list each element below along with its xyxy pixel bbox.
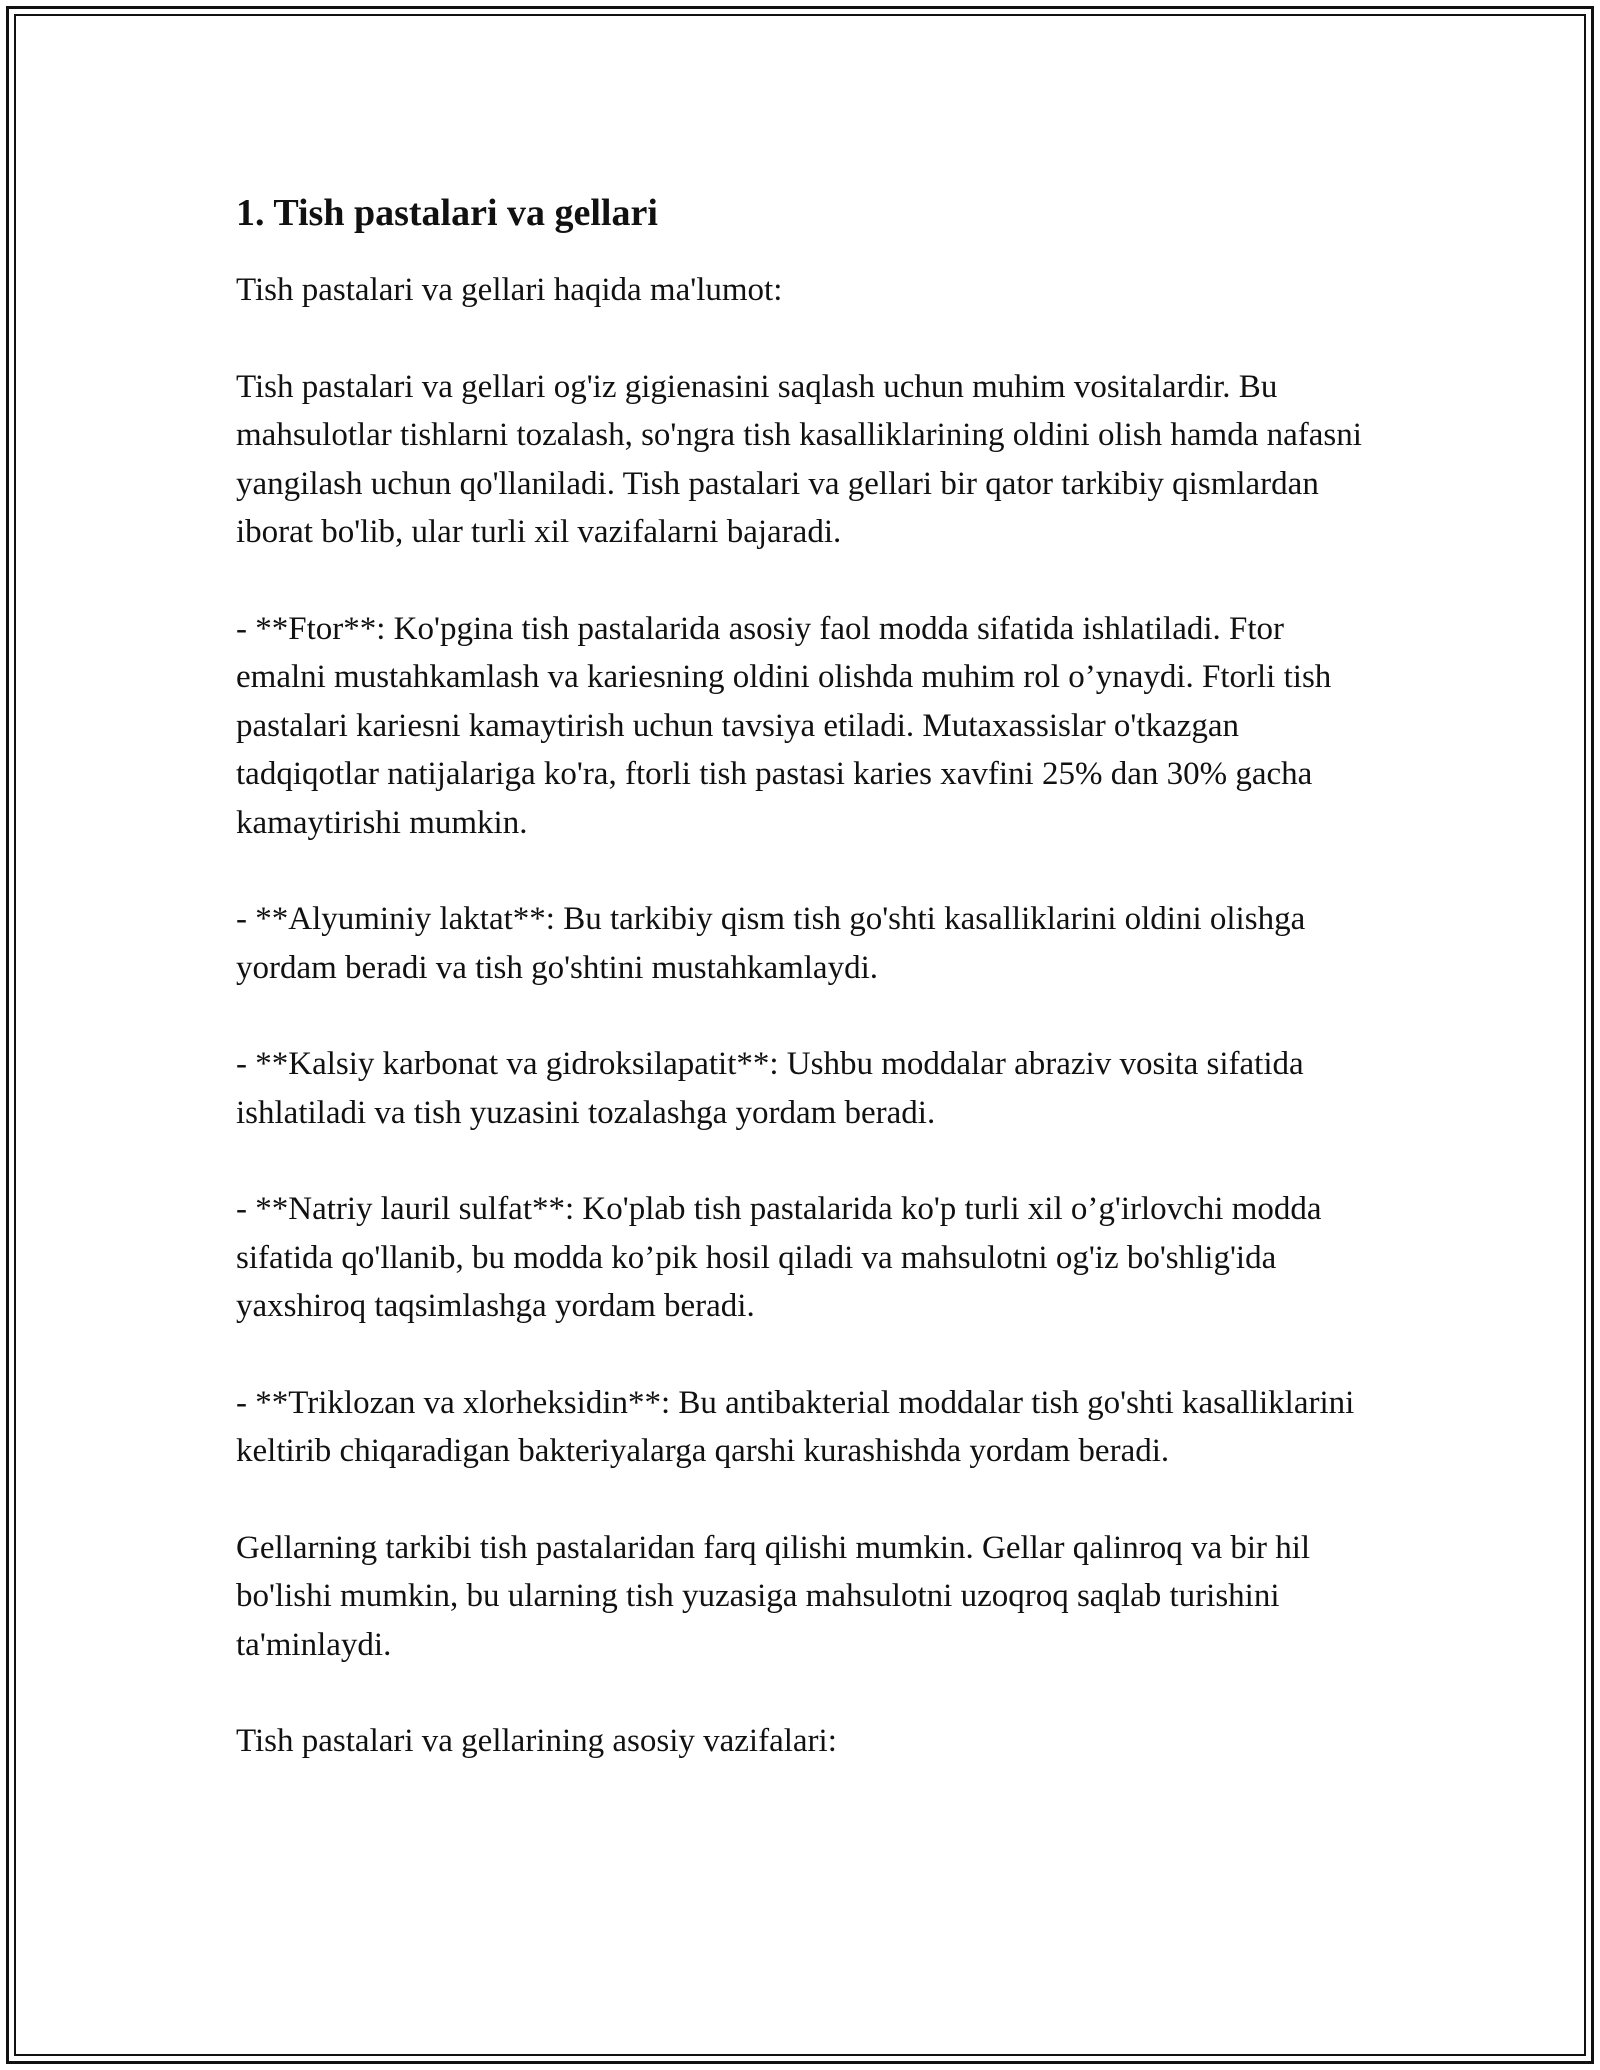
ingredient-calcium-carbonate-paragraph: - **Kalsiy karbonat va gidroksilapatit**: Ushbu moddalar abraziv vosita sifatida ishlatiladi va tish yuzasini tozalashga yordam beradi. xyxy=(236,1046,1304,1131)
overview-paragraph: Tish pastalari va gellari og'iz gigienasini saqlash uchun muhim vositalardir. Bu mahsulotlar tishlarni tozalash, so'ngra tish kasalliklarining oldini olish hamda nafasni yangilash uchun qo'llaniladi. Tish pastalari va gellari bir qator tarkibiy qismlardan iborat bo'lib, ular turli xil vazifalarni bajaradi. xyxy=(236,368,1362,550)
intro-paragraph: Tish pastalari va gellari haqida ma'lumot: xyxy=(236,272,783,308)
section-heading: 1. Tish pastalari va gellari xyxy=(236,192,658,234)
ingredient-aluminium-lactate-paragraph: - **Alyuminiy laktat**: Bu tarkibiy qism tish go'shti kasalliklarini oldini olishga yordam beradi va tish go'shtini mustahkamlaydi. xyxy=(236,901,1306,986)
gels-paragraph: Gellarning tarkibi tish pastalaridan farq qilishi mumkin. Gellar qalinroq va bir hil bo'lishi mumkin, bu ularning tish yuzasiga mahsulotni uzoqroq saqlab turishini ta'minlaydi. xyxy=(236,1529,1311,1663)
ingredient-sodium-lauryl-sulfate-paragraph: - **Natriy lauril sulfat**: Ko'plab tish pastalarida ko'p turli xil o’g'irlovchi modda sifatida qo'llanib, bu modda ko’pik hosil qiladi va mahsulotni og'iz bo'shlig'ida yaxshiroq taqsimlashga yordam beradi. xyxy=(236,1191,1322,1324)
ingredient-ftor-paragraph: - **Ftor**: Ko'pgina tish pastalarida asosiy faol modda sifatida ishlatiladi. Ftor emalni mustahkamlash va kariesning oldini olishda muhim rol o’ynaydi. Ftorli tish pastalari kariesni kamaytirish uchun tavsiya etiladi. Mutaxassislar o'tkazgan tadqiqotlar natijalariga ko'ra, ftorli tish pastasi karies xavfini 25% dan 30% gacha kamaytirishi mumkin. xyxy=(236,610,1332,841)
ingredient-triclosan-paragraph: - **Triklozan va xlorheksidin**: Bu antibakterial moddalar tish go'shti kasalliklarini keltirib chiqaradigan bakteriyalarga qarshi kurashishda yordam beradi. xyxy=(236,1384,1355,1469)
document-body xyxy=(236,186,1376,1814)
functions-intro-paragraph: Tish pastalari va gellarining asosiy vazifalari: xyxy=(236,1723,837,1759)
